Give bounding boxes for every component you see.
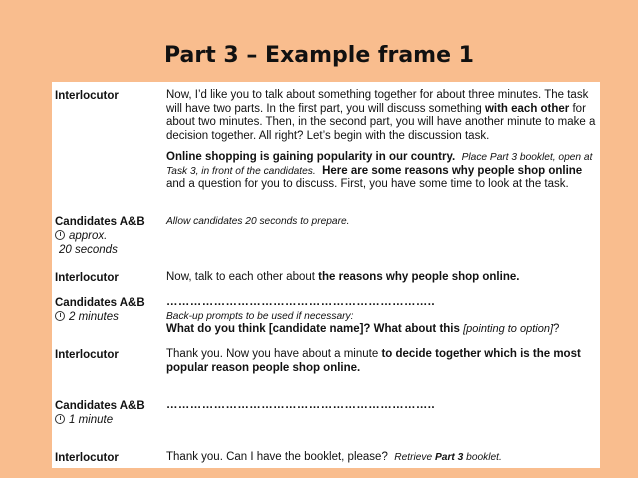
intro-paragraph: Now, I’d like you to talk about something together for about three minutes. The task will have two parts. In the first part, you will discuss something with each other for about two minutes. Then, in the second part, you will have another minute to make a decision together. All right? Let’s begin with the discussion task. — [166, 89, 596, 143]
row-role: Interlocutor — [55, 452, 119, 464]
row-role: Candidates A&B 2 minutes — [55, 297, 145, 323]
row-role: Interlocutor — [55, 349, 119, 361]
row-text: Now, talk to each other about the reasons why people shop online. — [166, 271, 520, 283]
row-role: Candidates A&B approx. 20 seconds — [55, 216, 145, 256]
clock-icon — [55, 230, 65, 240]
row-role: Interlocutor — [55, 90, 119, 102]
page-title: Part 3 – Example frame 1 — [164, 43, 474, 68]
task-paragraph: Online shopping is gaining popularity in our country. Place Part 3 booklet, open at Task 3, in front of the candidates. Here are some reasons why people shop online and a question for you to discuss. First, you have some time to look at the task. — [166, 150, 593, 191]
script-panel — [52, 82, 600, 468]
clock-icon — [55, 414, 65, 424]
row-text: ………………………………………………………….. — [166, 399, 435, 411]
row-role: Candidates A&B 1 minute — [55, 400, 145, 426]
row-text — [166, 89, 598, 192]
row-text: ………………………………………………………….. Back-up prompts to be used if necessary: What do you think [candidate name]? What about this [pointing to option]? — [166, 296, 560, 336]
row-role: Interlocutor — [55, 272, 119, 284]
row-text: Thank you. Now you have about a minute to decide together which is the most popular reason people shop online. — [166, 348, 581, 374]
row-text: Thank you. Can I have the booklet, please? Retrieve Part 3 booklet. — [166, 451, 502, 463]
clock-icon — [55, 311, 65, 321]
row-text: Allow candidates 20 seconds to prepare. — [166, 216, 350, 227]
